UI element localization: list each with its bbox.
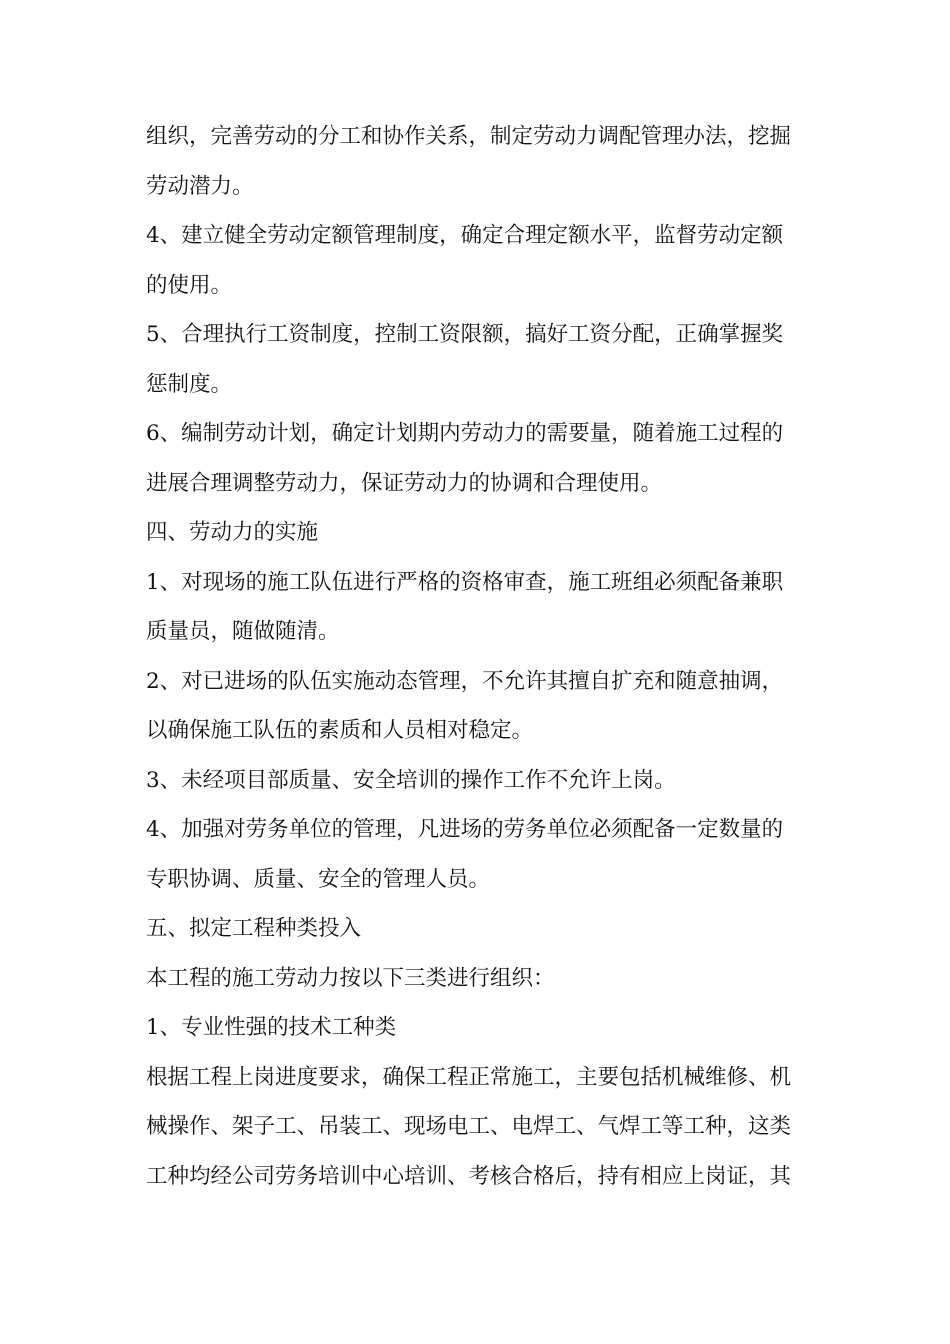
section-heading: 五、拟定工程种类投入 [146, 916, 362, 941]
paragraph-line: 械操作、架子工、吊装工、现场电工、电焊工、气焊工等工种，这类 [146, 1114, 792, 1139]
paragraph-line: 的使用。 [146, 272, 233, 298]
paragraph-line: 1、对现场的施工队伍进行严格的资格审查，施工班组必须配备兼职 [146, 569, 784, 595]
paragraph-line: 质量员，随做随清。 [146, 619, 340, 644]
paragraph-line: 工种均经公司劳务培训中心培训、考核合格后，持有相应上岗证，其 [146, 1163, 792, 1189]
paragraph-line: 劳动潜力。 [146, 173, 254, 199]
paragraph-line: 4、加强对劳务单位的管理，凡进场的劳务单位必须配备一定数量的 [146, 817, 784, 842]
paragraph-line: 进展合理调整劳动力，保证劳动力的协调和合理使用。 [146, 470, 663, 496]
paragraph-line: 4、建立健全劳动定额管理制度，确定合理定额水平，监督劳动定额 [146, 223, 784, 248]
paragraph-line: 本工程的施工劳动力按以下三类进行组织： [146, 965, 555, 991]
paragraph-line: 2、对已进场的队伍实施动态管理，不允许其擅自扩充和随意抽调， [146, 668, 784, 694]
paragraph-line: 5、合理执行工资制度，控制工资限额，搞好工资分配，正确掌握奖 [146, 322, 784, 347]
document-body [146, 112, 816, 1201]
paragraph-line: 6、编制劳动计划，确定计划期内劳动力的需要量，随着施工过程的 [146, 421, 784, 446]
paragraph-line: 以确保施工队伍的素质和人员相对稳定。 [146, 718, 534, 743]
paragraph-line: 3、未经项目部质量、安全培训的操作工作不允许上岗。 [146, 767, 676, 793]
subsection-heading: 1、专业性强的技术工种类 [146, 1015, 397, 1040]
paragraph-line: 惩制度。 [146, 371, 233, 397]
paragraph-line: 专职协调、质量、安全的管理人员。 [146, 866, 491, 892]
paragraph-line: 根据工程上岗进度要求，确保工程正常施工，主要包括机械维修、机 [146, 1064, 792, 1090]
section-heading: 四、劳动力的实施 [146, 520, 319, 545]
paragraph-line: 组织，完善劳动的分工和协作关系，制定劳动力调配管理办法，挖掘 [146, 124, 792, 149]
